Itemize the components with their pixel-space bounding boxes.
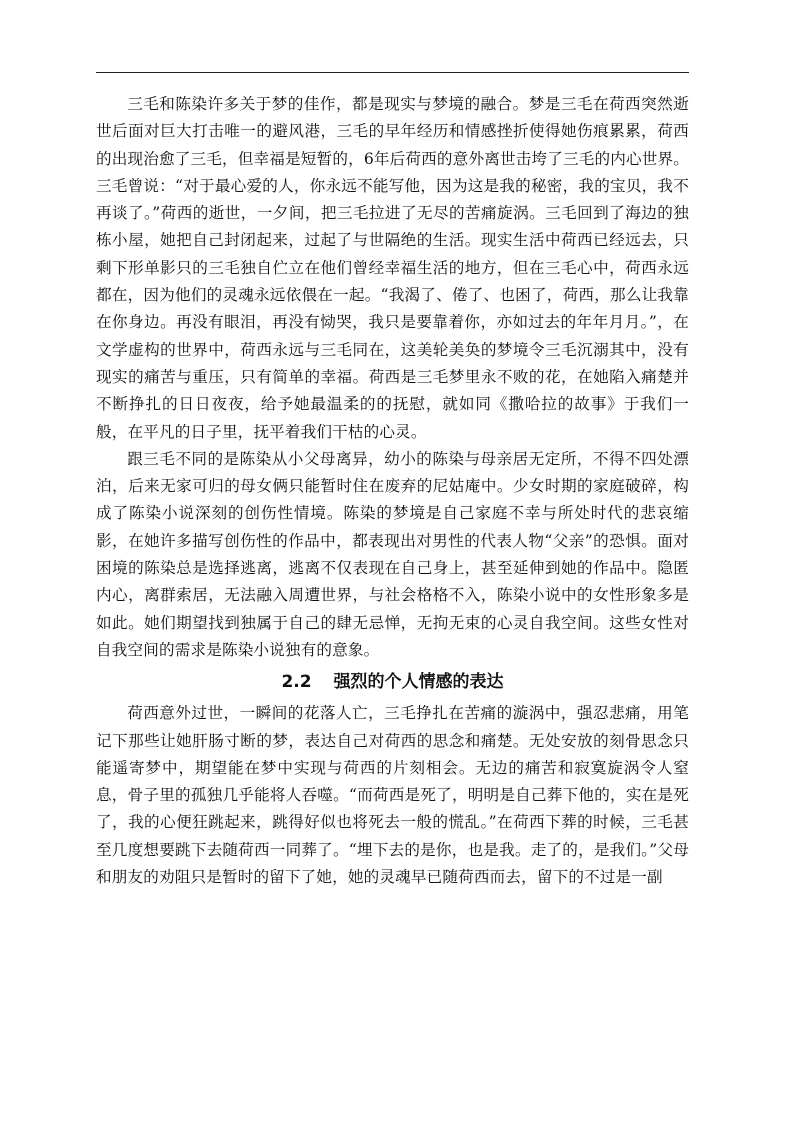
section-heading [96,668,689,696]
section-title: 强烈的个人情感的表达 [333,672,504,693]
paragraph-hexi-death: 荷西意外过世，一瞬间的花落人亡，三毛挣扎在苦痛的漩涡中，强忍悲痛，用笔记下那些让她肝肠寸断的梦，表达自己对荷西的思念和痛楚。无处安放的刻骨思念只能遥寄梦中，期望能在梦中实现与荷西的片刻相会。无边的痛苦和寂寞旋涡令人窒息，骨子里的孤独几乎能将人吞噬。“而荷西是死了，明明是自己葬下他的，实在是死了，我的心便狂跳起来，跳得好似也将死去一般的慌乱。”在荷西下葬的时候，三毛甚至几度想要跳下去随荷西一同葬了。“埋下去的是你，也是我。走了的，是我们。”父母和朋友的劝阻只是暂时的留下了她，她的灵魂早已随荷西而去，留下的不过是一副 [96,704,689,887]
paragraph-chenran-trauma: 跟三毛不同的是陈染从小父母离异，幼小的陈染与母亲居无定所，不得不四处漂泊，后来无家可归的母女俩只能暂时住在废弃的尼姑庵中。少女时期的家庭破碎，构成了陈染小说深刻的创伤性情境。陈染的梦境是自己家庭不幸与所处时代的悲哀缩影，在她许多描写创伤性的作品中，都表现出对男性的代表人物“父亲”的恐惧。面对困境的陈染总是选择逃离，逃离不仅表现在自己身上，甚至延伸到她的作品中。隐匿内心，离群索居，无法融入周遭世界，与社会格格不入，陈染小说中的女性形象多是如此。她们期望找到独属于自己的肆无忌惮，无拘无束的心灵自我空间。这些女性对自我空间的需求是陈染小说独有的意象。 [96,449,689,659]
page-body [96,91,689,891]
section-number: 2.2 [281,672,312,693]
paragraph-sanmao-chenran-dreams: 三毛和陈染许多关于梦的佳作，都是现实与梦境的融合。梦是三毛在荷西突然逝世后面对巨大打击唯一的避风港，三毛的早年经历和情感挫折使得她伤痕累累，荷西的出现治愈了三毛，但幸福是短暂的，6年后荷西的意外离世击垮了三毛的内心世界。三毛曾说：“对于最心爱的人，你永远不能写他，因为这是我的秘密，我的宝贝，我不再谈了。”荷西的逝世，一夕间，把三毛拉进了无尽的苦痛旋涡。三毛回到了海边的独栋小屋，她把自己封闭起来，过起了与世隔绝的生活。现实生活中荷西已经远去，只剩下形单影只的三毛独自伫立在他们曾经幸福生活的地方，但在三毛心中，荷西永远都在，因为他们的灵魂永远依偎在一起。“我渴了、倦了、也困了，荷西，那么让我靠在你身边。再没有眼泪，再没有恸哭，我只是要靠着你，亦如过去的年年月月。”，在文学虚构的世界中，荷西永远与三毛同在，这美轮美奂的梦境令三毛沉溺其中，没有现实的痛苦与重压，只有简单的幸福。荷西是三毛梦里永不败的花，在她陷入痛楚并不断挣扎的日日夜夜，给予她最温柔的的抚慰，就如同《撒哈拉的故事》于我们一般，在平凡的日子里，抚平着我们干枯的心灵。 [96,95,689,441]
header-rule [96,72,689,73]
